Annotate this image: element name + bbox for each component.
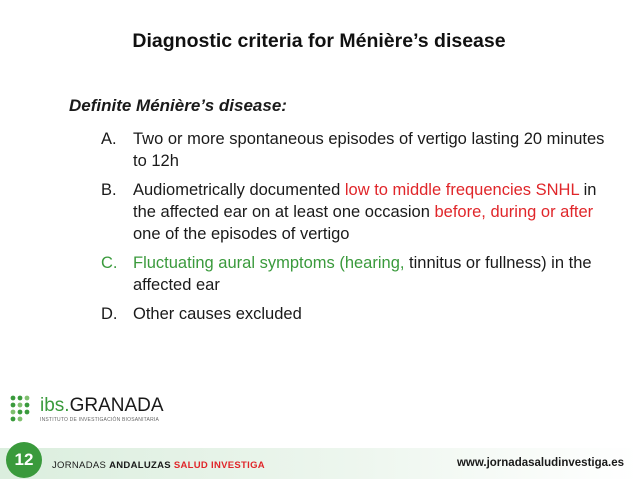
criterion-c <box>101 252 621 296</box>
criterion-b <box>101 179 621 245</box>
footer-accent: SALUD INVESTIGA <box>173 460 265 471</box>
logo-subtitle: INSTITUTO DE INVESTIGACIÓN BIOSANITARIA <box>40 417 160 423</box>
slide-title: Diagnostic criteria for Ménière’s disease <box>132 30 506 52</box>
criterion-a <box>101 128 621 172</box>
criterion-highlight: before, during or after <box>434 203 594 221</box>
criterion-marker: A. <box>101 130 117 148</box>
criterion-d <box>101 303 621 325</box>
criterion-marker: D. <box>101 305 118 323</box>
footer-event-name <box>52 460 265 471</box>
criterion-marker: C. <box>101 254 118 272</box>
footer-banner <box>0 448 638 479</box>
footer-url-link[interactable]: www.jornadasaludinvestiga.es <box>456 457 624 469</box>
criteria-list <box>101 128 621 332</box>
edition-badge: 12 <box>6 442 42 478</box>
criterion-marker: B. <box>101 181 117 199</box>
criterion-highlight: low to middle frequencies SNHL <box>344 181 580 199</box>
ibs-dots-icon <box>8 393 38 423</box>
criteria-subtitle: Definite Ménière’s disease: <box>69 96 287 115</box>
ibs-granada-logo <box>8 393 164 423</box>
criterion-text: tinnitus or fullness) in the affected ear <box>133 254 592 294</box>
criterion-text: in the affected ear on at least one occasion <box>133 181 597 221</box>
logo-wordmark <box>40 395 164 417</box>
logo-ibs: ibs. <box>40 395 70 416</box>
logo-name: GRANADA <box>69 395 164 416</box>
footer-prefix: JORNADAS <box>52 460 107 471</box>
criterion-text: Two or more spontaneous episodes of vertigo lasting 20 minutes to 12h <box>133 130 605 170</box>
criterion-highlight: Fluctuating aural symptoms (hearing, <box>133 254 405 272</box>
criterion-text: Other causes excluded <box>133 305 302 323</box>
criterion-text: Audiometrically documented <box>133 181 345 199</box>
criterion-text: one of the episodes of vertigo <box>133 225 350 243</box>
footer-strong: ANDALUZAS <box>109 460 171 471</box>
